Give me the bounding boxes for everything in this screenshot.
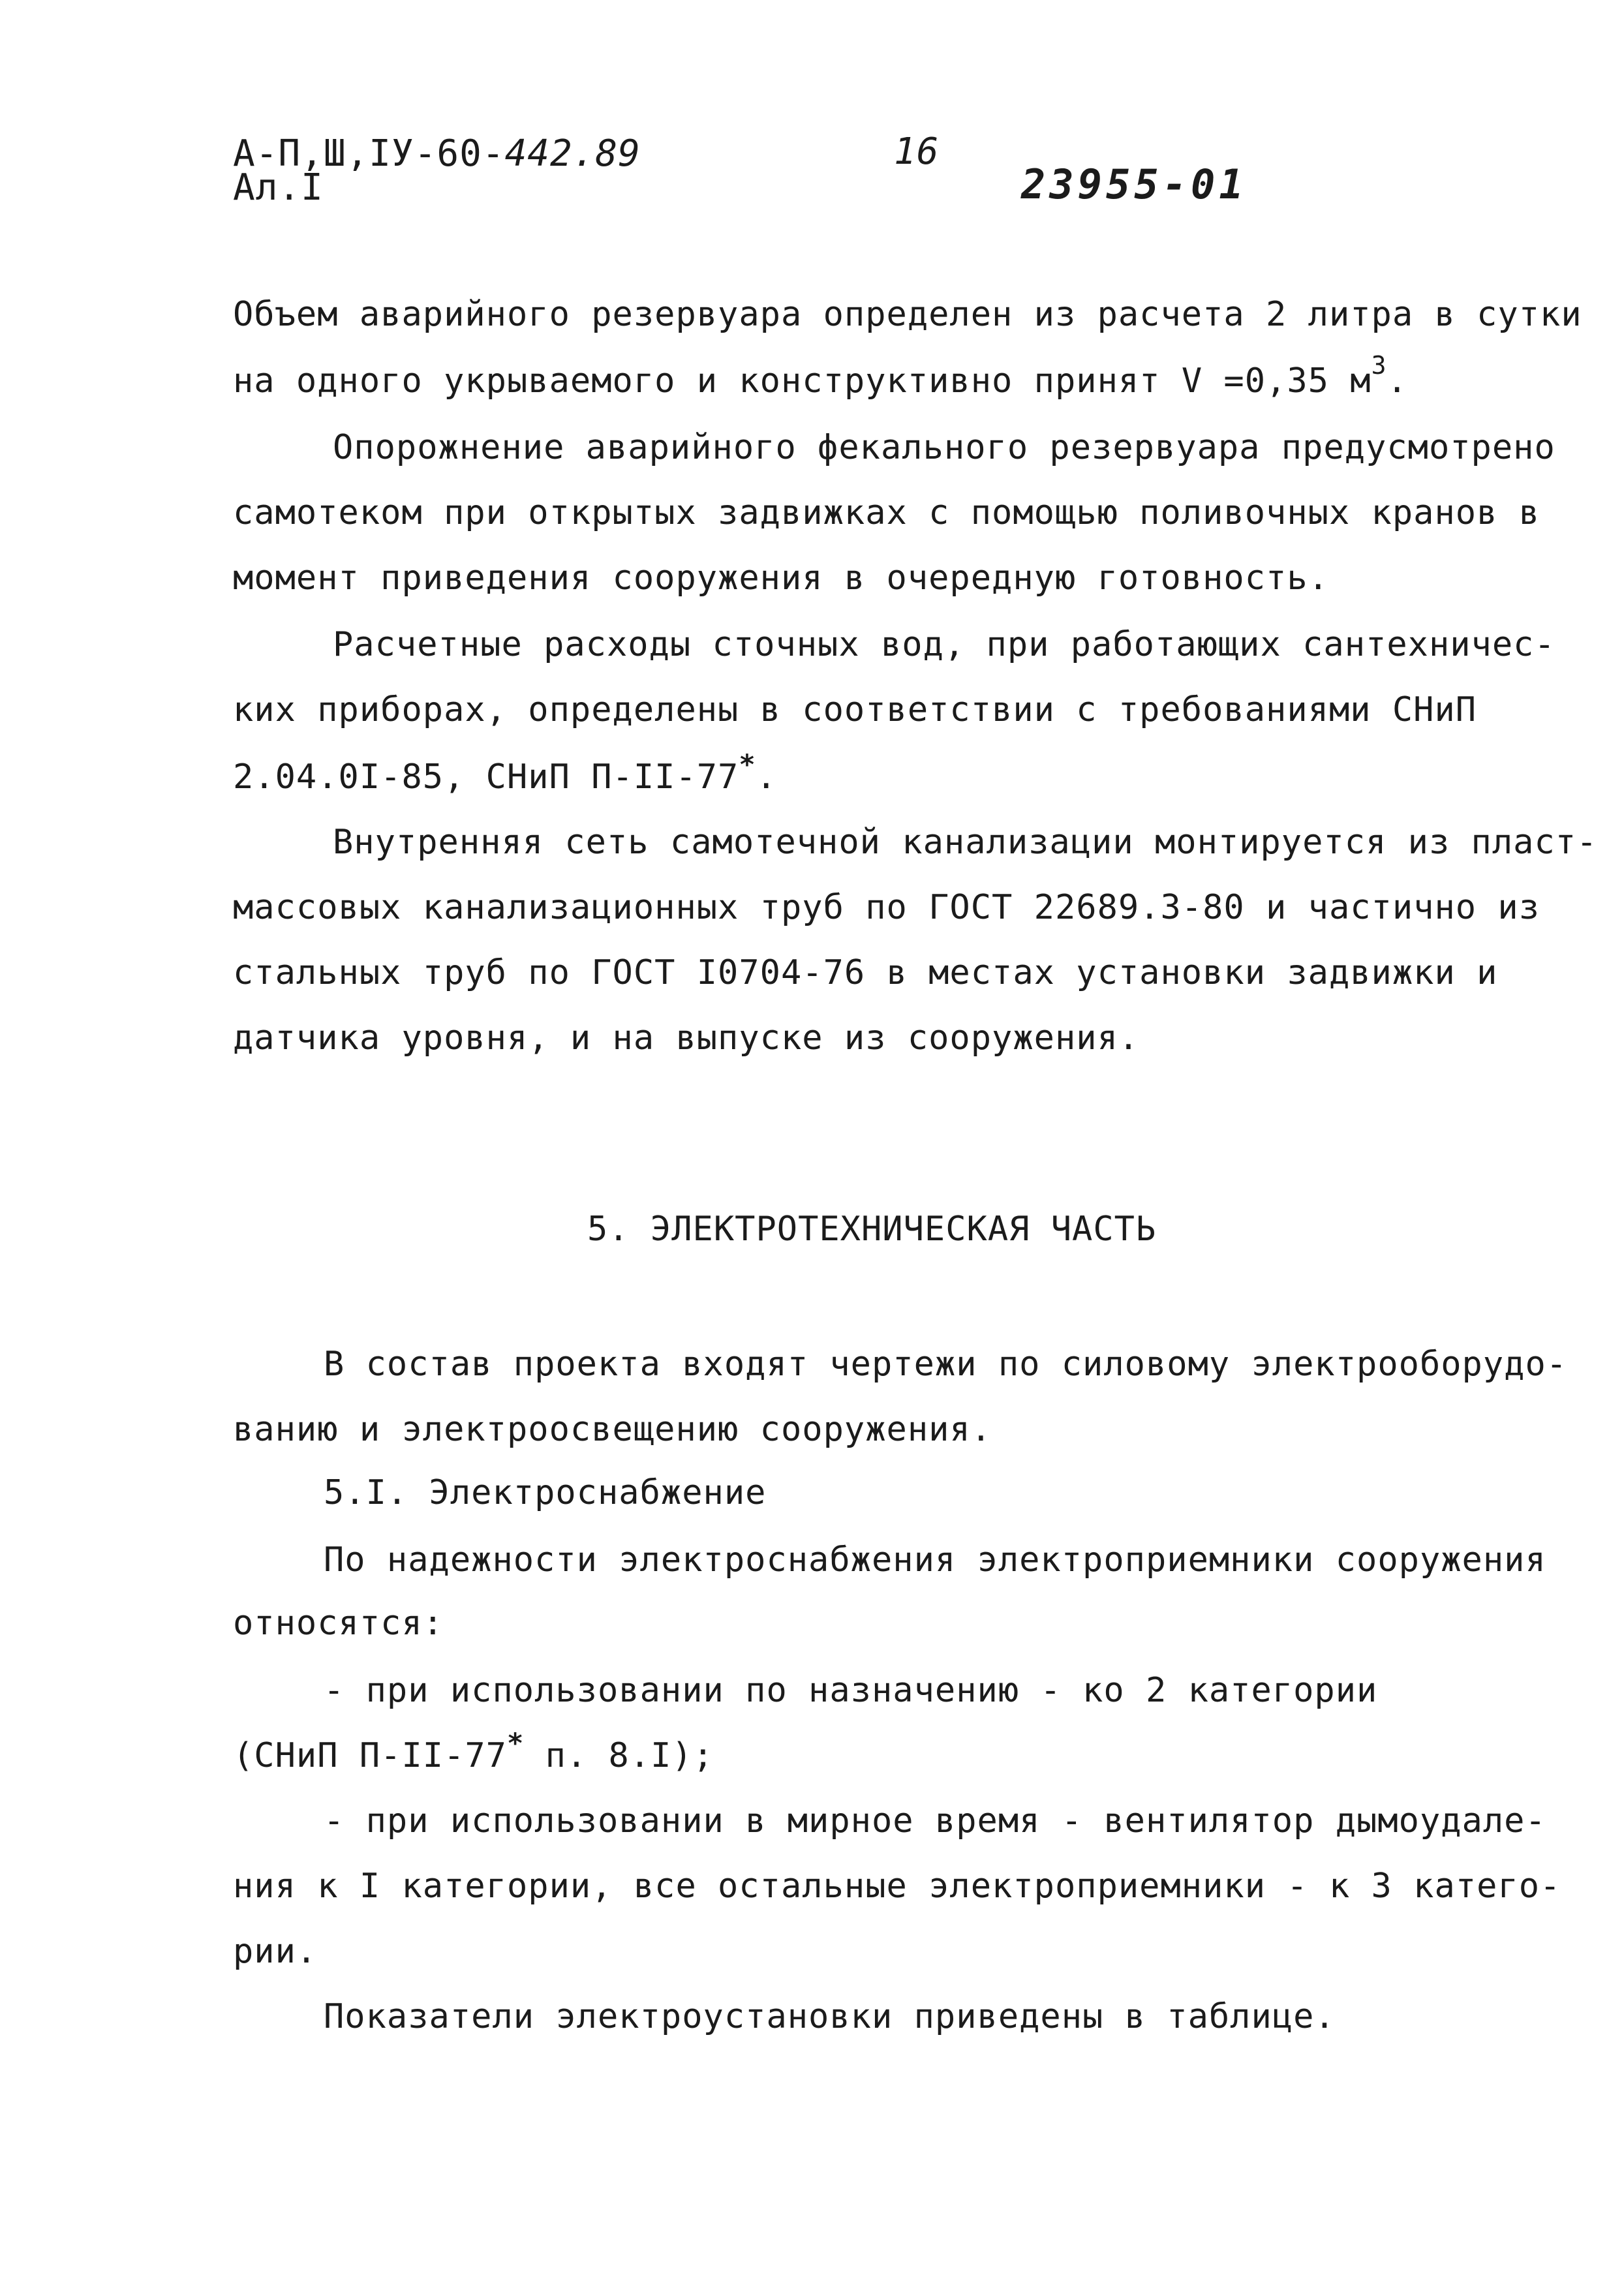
list-item-2-line-2: ния к I категории, все остальные электроприемники - к 3 катего- (233, 1867, 1561, 1906)
paragraph-3-line-3 (233, 748, 777, 797)
document-code-typed: А-П,Ш,IУ-60- (233, 132, 505, 175)
list-item-1-line-2-a: (СНиП П-II-77 (233, 1736, 507, 1775)
paragraph-6-line-2: относятся: (233, 1604, 444, 1643)
paragraph-1-line-1: Объем аварийного резервуара определен из расчета 2 литра в сутки (233, 295, 1582, 334)
list-item-1-line-2 (233, 1727, 714, 1775)
paragraph-3-line-2: ких приборах, определены в соответствии с требованиями СНиП (233, 690, 1477, 729)
list-item-2-line-3: рии. (233, 1932, 318, 1971)
paragraph-1-line-2-text: на одного укрываемого и конструктивно принят (233, 361, 1161, 401)
paragraph-7-line-1: Показатели электроустановки приведены в таблице. (324, 1997, 1336, 2036)
volume-formula: V =0,35 м (1181, 361, 1371, 401)
paragraph-1-line-2 (233, 351, 1408, 401)
paragraph-6-line-1: По надежности электроснабжения электроприемники сооружения (324, 1540, 1546, 1580)
paragraph-2-line-1: Опорожнение аварийного фекального резервуара предусмотрено (333, 428, 1555, 467)
paragraph-1-line-2-end: . (1387, 361, 1408, 401)
paragraph-4-line-1: Внутренняя сеть самотечной канализации монтируется из пласт- (333, 823, 1598, 862)
paragraph-3-line-1: Расчетные расходы сточных вод, при работающих сантехничес- (333, 625, 1555, 664)
list-item-1-line-2-b: п. 8.I); (524, 1736, 714, 1775)
archive-number: 23955-01 (1021, 160, 1248, 208)
cubic-superscript: 3 (1371, 351, 1387, 380)
page-number: 16 (894, 130, 940, 173)
paragraph-2-line-3: момент приведения сооружения в очередную готовность. (233, 558, 1329, 598)
paragraph-2-line-2: самотеком при открытых задвижках с помощью поливочных кранов в (233, 493, 1540, 532)
paragraph-3-line-3-end: . (756, 757, 777, 797)
sheet-label: Ал.I (233, 166, 324, 209)
snip-star-mark-2: * (507, 1727, 525, 1759)
document-code-handwritten: 442.89 (504, 132, 641, 175)
paragraph-4-line-4: датчика уровня, и на выпуске из сооружения. (233, 1018, 1140, 1058)
list-item-2-line-1: - при использовании в мирное время - вентилятор дымоудале- (324, 1801, 1546, 1841)
paragraph-3-line-3-text: 2.04.0I-85, СНиП П-II-77 (233, 757, 739, 797)
snip-star-mark: * (739, 748, 756, 780)
sub-heading: 5.I. Электроснабжение (324, 1473, 767, 1512)
section-heading: 5. ЭЛЕКТРОТЕХНИЧЕСКАЯ ЧАСТЬ (587, 1210, 1157, 1249)
paragraph-5-line-1: В состав проекта входят чертежи по силовому электрооборудо- (324, 1345, 1568, 1384)
paragraph-4-line-3: стальных труб по ГОСТ I0704-76 в местах установки задвижки и (233, 953, 1498, 992)
list-item-1-line-1: - при использовании по назначению - ко 2 категории (324, 1671, 1378, 1710)
paragraph-5-line-2: ванию и электроосвещению сооружения. (233, 1410, 992, 1449)
paragraph-4-line-2: массовых канализационных труб по ГОСТ 22689.3-80 и частично из (233, 888, 1540, 927)
